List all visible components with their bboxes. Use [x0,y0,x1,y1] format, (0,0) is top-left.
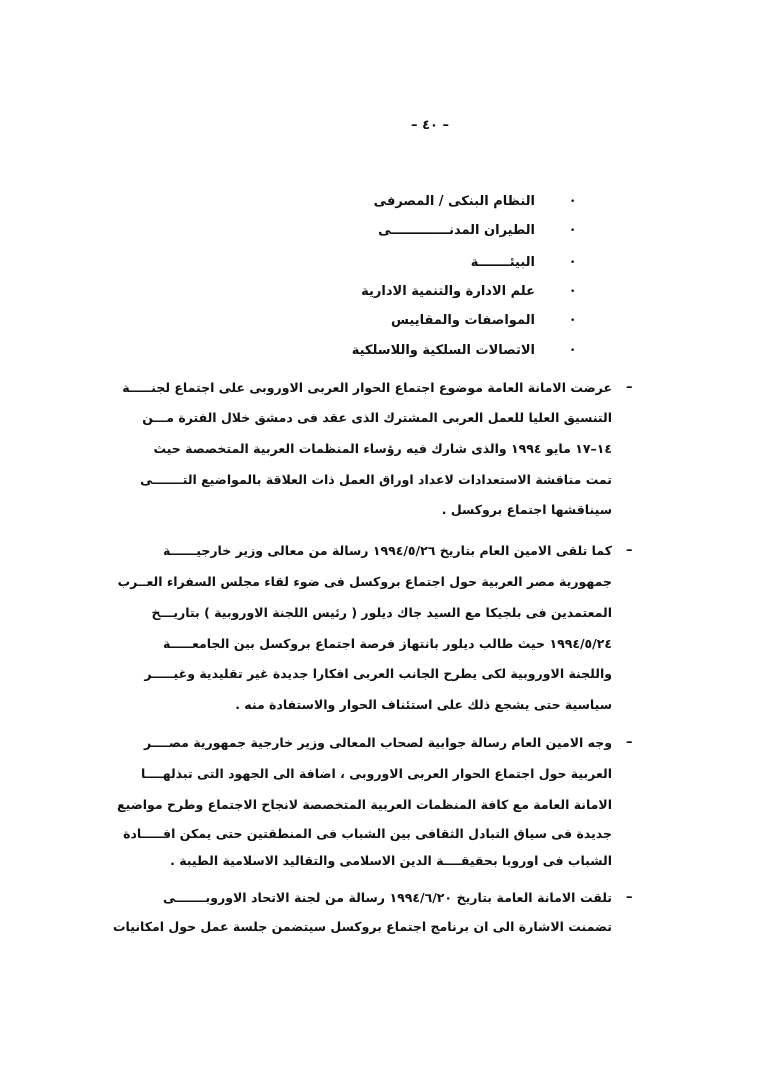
paragraph-line: ١٤–١٧ مايو ١٩٩٤ والذى شارك فيه رؤساء المنظمات العربية المتخصصة حيث [153,441,612,456]
paragraph-line: واللجنة الاوروبية لكى يطرح الجانب العربى افكارا جديدة غير تقليدية وغيـــــر [144,666,612,681]
list-item: البيئـــــــة [470,255,535,270]
paragraph-line: تمت مناقشة الاستعدادات لاعداد اوراق العمل ذات العلاقة بالمواضيع التـــــــى [140,472,612,487]
paragraph-line: عرضت الامانة العامة موضوع اجتماع الحوار العربى الاوروبى على اجتماع لجنـــــة [122,380,612,395]
paragraph-dash-icon: – [626,543,633,558]
paragraph-line: سياسية حتى يشجع ذلك على استئناف الحوار والاستفادة منه . [235,697,612,712]
bullet-icon: • [570,258,576,268]
paragraph-line: المعتمدين فى بلجيكا مع السيد جاك ديلور ( رئيس اللجنة الاوروبية ) بتاريـــخ [151,605,612,620]
paragraph-line: وجه الامين العام رسالة جوابية لصحاب المعالى وزير خارجية جمهورية مصــــر [143,735,612,750]
bullet-icon: • [570,226,576,236]
list-item: علم الادارة والتنمية الادارية [361,284,535,299]
paragraph-line: ١٩٩٤/٥/٢٤ حيث طالب ديلور بانتهاز فرصة اجتماع بروكسل بين الجامعـــــة [163,636,612,651]
bullet-icon: • [570,346,576,356]
paragraph-dash-icon: – [626,890,633,905]
paragraph-dash-icon: – [626,380,633,395]
paragraph-line: جمهورية مصر العربية حول اجتماع بروكسل فى ضوء لقاء مجلس السفراء العــرب [117,574,612,589]
paragraph-line: تضمنت الاشارة الى ان برنامج اجتماع بروكسل سيتضمن جلسة عمل حول امكانيات [113,919,612,934]
paragraph-line: الامانة العامة مع كافة المنظمات العربية المتخصصة لانجاح الاجتماع وطرح مواضيع [117,797,612,812]
list-item: المواصفات والمقاييس [391,313,535,328]
list-item: الاتصالات السلكية واللاسلكية [351,343,535,358]
paragraph-dash-icon: – [626,735,633,750]
bullet-icon: • [570,197,576,207]
paragraph-line: تلقت الامانة العامة بتاريخ ١٩٩٤/٦/٢٠ رسالة من لجنة الاتحاد الاوروبـــــــى [163,890,612,905]
paragraph-line: كما تلقى الامين العام بتاريخ ١٩٩٤/٥/٢٦ رسالة من معالى وزير خارجيــــــة [163,543,612,558]
paragraph-line: الشباب فى اوروبا بحقيقــــة الدين الاسلامى والتقاليد الاسلامية الطيبة . [170,853,612,868]
bullet-icon: • [570,316,576,326]
bullet-icon: • [570,287,576,297]
paragraph-line: سيناقشها اجتماع بروكسل . [441,502,612,517]
page-number: – ٤٠ – [411,118,449,133]
paragraph-line: جديدة فى سياق التبادل الثقافى بين الشباب فى المنطقتين حتى يمكن افـــــادة [123,826,612,841]
paragraph-line: العربية حول اجتماع الحوار العربى الاوروبى ، اضافة الى الجهود التى تبذلهــــا [140,766,612,781]
list-item: الطيران المدنـــــــــــــى [378,223,535,238]
list-item: النظام البنكى / المصرفى [373,194,535,209]
paragraph-line: التنسيق العليا للعمل العربى المشترك الذى عقد فى دمشق خلال الفترة مـــن [142,410,612,425]
